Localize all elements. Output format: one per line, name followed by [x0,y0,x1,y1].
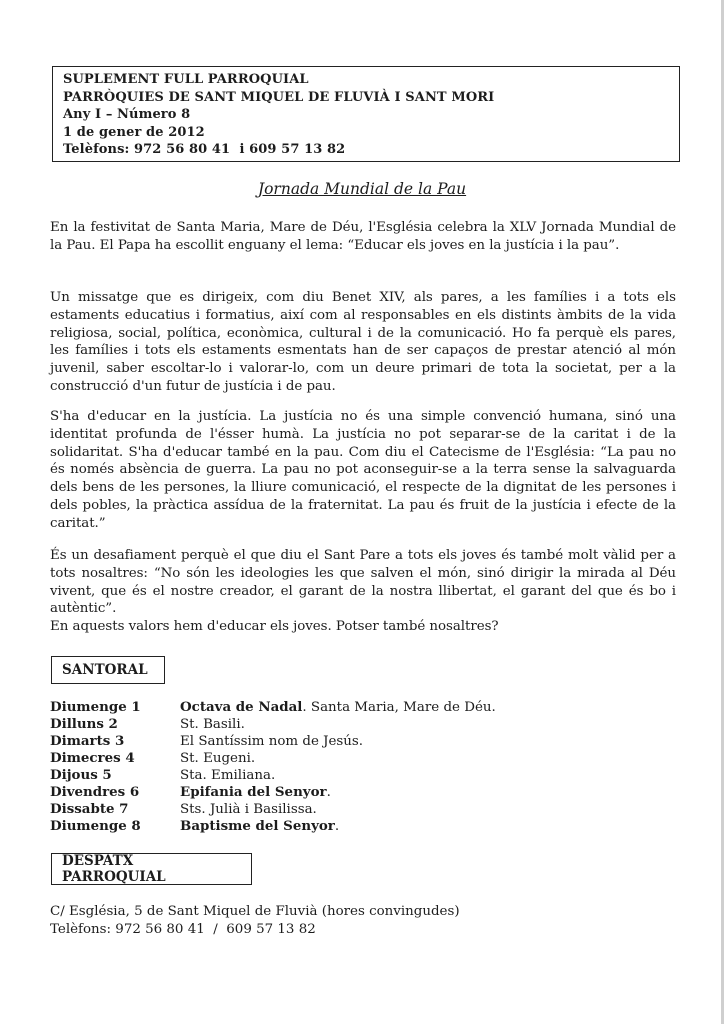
santoral-row [50,767,670,784]
header-line-1: SUPLEMENT FULL PARROQUIAL [63,72,309,87]
santoral-row [50,750,670,767]
despatx-address: C/ Església, 5 de Sant Miquel de Fluvià (hores convingudes) [50,904,460,919]
santoral-saint: . [334,819,340,834]
santoral-desc [180,699,496,716]
article-paragraph-3: S'ha d'educar en la justícia. La justícia no és una simple convenció humana, sinó una identitat profunda de l'ésser humà. La justícia no pot separar-se de la caritat i de la solidaritat. S'ha d'educar també en la pau. Com diu el Catecisme de l'Església: “La pau no és només absència de guerra. La pau no pot aconseguir-se a la terra sense la salvaguarda dels bens de les persones, la lliure comunicació, el respecte de la dignitat de les persones i dels pobles, la pràctica assídua de la fraternitat. La pau és fruit de la justícia i efecte de la caritat.” [50,409,676,531]
santoral-row [50,733,670,750]
santoral-desc [180,784,331,801]
despatx-phones: Telèfons: 972 56 80 41 / 609 57 13 82 [50,921,316,937]
santoral-feast: Epifania del Senyor [180,784,327,800]
article-paragraph-4 [50,547,676,636]
header-line-2: PARRÒQUIES DE SANT MIQUEL DE FLUVIÀ I SANT MORI [63,89,495,105]
santoral-feast: Octava de Nadal [180,699,303,715]
article-paragraph-2: Un missatge que es dirigeix, com diu Benet XIV, als pares, a les famílies i a tots els estaments educatius i formatius, així com al responsables en els distints àmbits de la vida religiosa, social, política, econòmica, cultural i de la comunicació. Ho fa perquè els pares, les famílies i tots els estaments esmentats han de ser capaços de prestar atenció al món juvenil, saber escoltar-lo i valorar-lo, com un deure primari de tota la societat, per a la construcció d'un futur de justícia i de pau. [50,290,676,394]
santoral-saint: Sta. Emiliana. [180,768,276,783]
santoral-saint: . [326,785,331,800]
santoral-saint: . Santa Maria, Mare de Déu. [302,700,496,715]
santoral-day: Divendres 6 [50,784,140,800]
despatx-contact [50,903,670,938]
santoral-day: Dilluns 2 [50,716,118,732]
santoral-desc [180,716,245,733]
santoral-desc [180,750,255,767]
santoral-desc [180,801,317,818]
santoral-day: Dimarts 3 [50,733,125,749]
santoral-row [50,699,670,716]
santoral-saint: St. Eugeni. [180,751,256,766]
santoral-list [50,699,670,835]
santoral-day: Dijous 5 [50,767,112,783]
santoral-heading: SANTORAL [51,656,165,684]
header-line-5: Telèfons: 972 56 80 41 i 609 57 13 82 [63,142,346,157]
santoral-desc [180,767,275,784]
header-line-4: 1 de gener de 2012 [63,124,205,140]
article-title: Jornada Mundial de la Pau [257,180,467,198]
despatx-heading: DESPATX PARROQUIAL [51,853,252,885]
santoral-desc [180,818,339,835]
article-paragraph-4-text: És un desafiament perquè el que diu el Sant Pare a tots els joves és també molt vàlid per a tots nosaltres: “No són les ideologies les que salven el món, sinó dirigir la mirada al Déu vivent, que és el nostre creador, el garant de la nostra llibertat, el garant del que és bo i autèntic”. [50,548,676,617]
santoral-row [50,784,670,801]
header-line-3: Any I – Número 8 [63,107,191,122]
santoral-row [50,801,670,818]
santoral-day: Diumenge 8 [50,818,141,834]
santoral-day: Dimecres 4 [50,750,135,766]
article-paragraph-1: En la festivitat de Santa Maria, Mare de Déu, l'Església celebra la XLV Jornada Mundial de la Pau. El Papa ha escollit enguany el lema: “Educar els joves en la justícia i la pau”. [50,220,676,253]
header-box [52,66,680,162]
santoral-desc [180,733,363,750]
article-closing: En aquests valors hem d'educar els joves. Potser també nosaltres? [50,619,499,635]
santoral-day: Dissabte 7 [50,801,129,817]
santoral-row [50,716,670,733]
santoral-feast: Baptisme del Senyor [180,818,335,834]
santoral-day: Diumenge 1 [50,699,141,715]
santoral-saint: St. Basili. [180,717,245,732]
santoral-saint: El Santíssim nom de Jesús. [180,734,364,749]
santoral-row [50,818,670,835]
santoral-saint: Sts. Julià i Basilissa. [180,802,317,817]
